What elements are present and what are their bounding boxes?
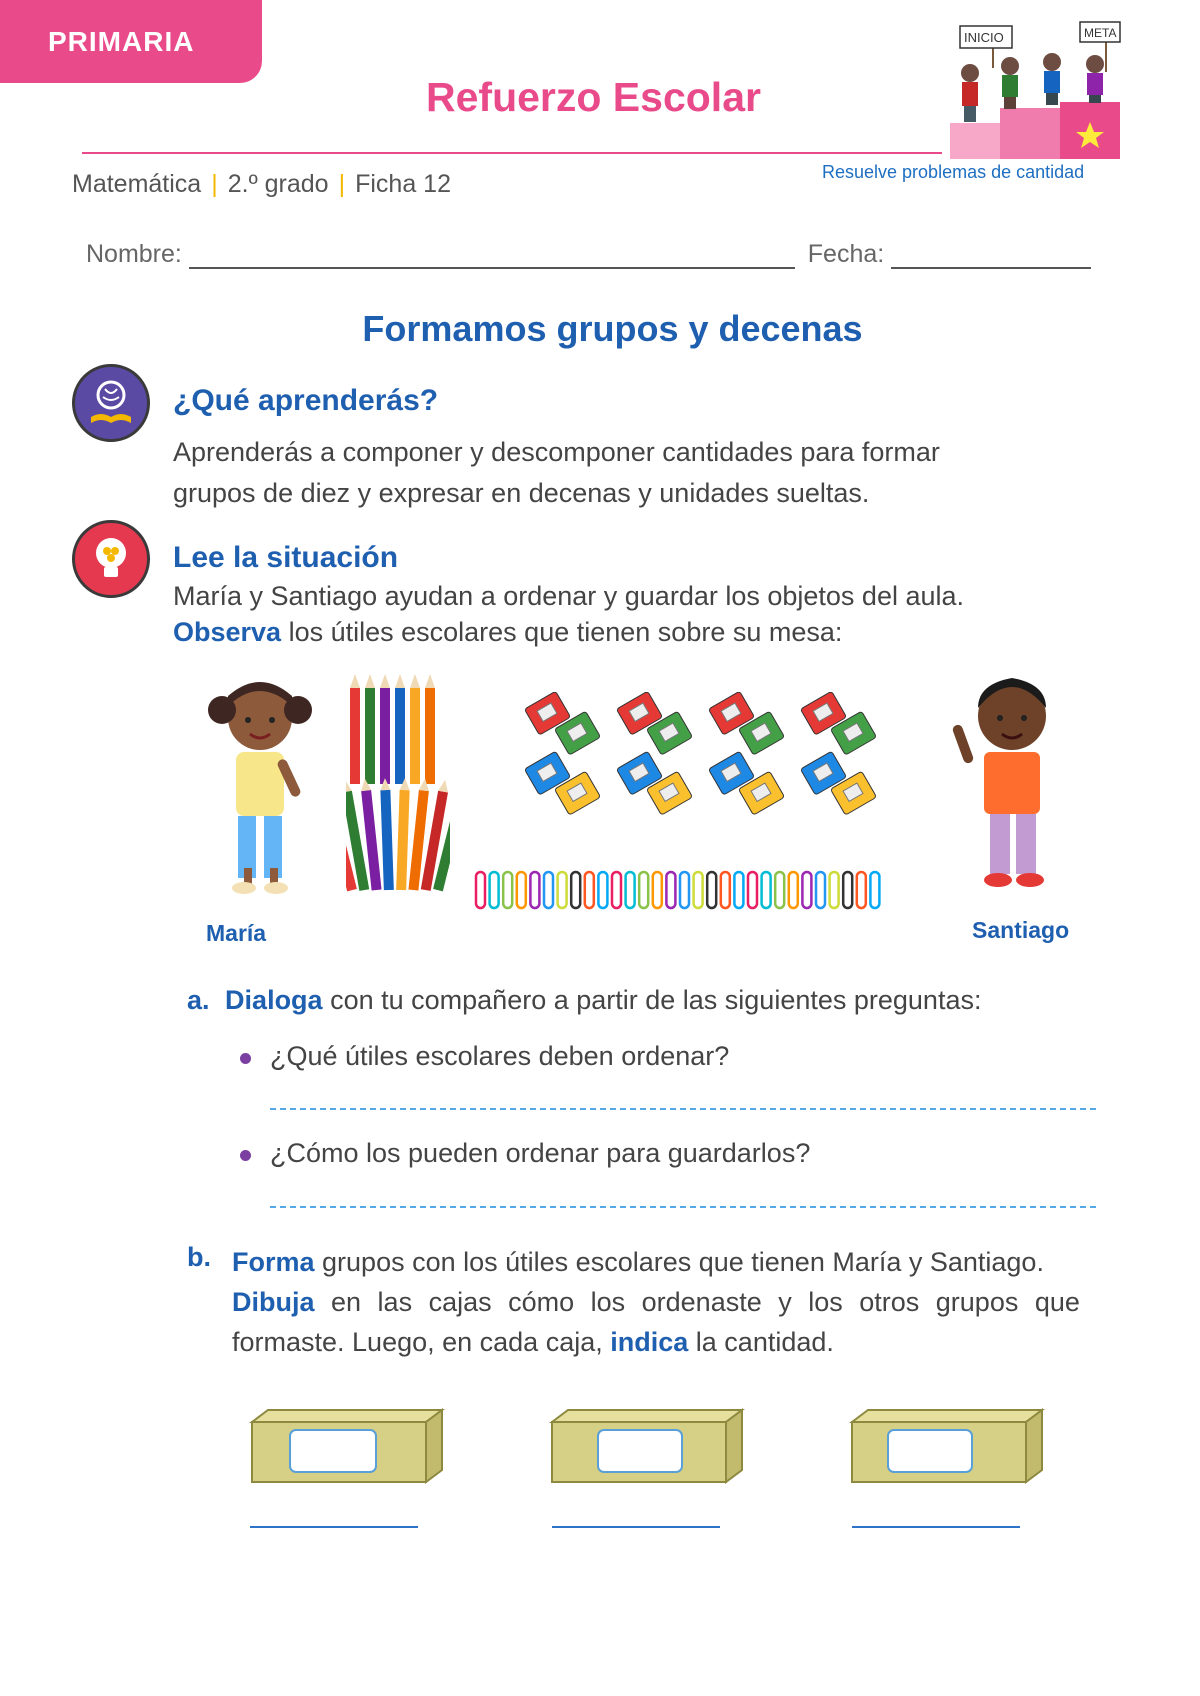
learn-text-line-1: Aprenderás a componer y descomponer cantidades para formar <box>173 437 940 467</box>
activity-b-line-3 <box>232 1322 1136 1362</box>
lightbulb-icon <box>72 520 150 598</box>
pencil <box>396 778 410 890</box>
maria-label: María <box>206 920 267 946</box>
santiago-illustration <box>950 664 1080 900</box>
maria-illustration <box>200 668 320 900</box>
header-illustration <box>940 18 1125 160</box>
answer-line-2[interactable] <box>270 1206 1096 1208</box>
situation-text-line-1: María y Santiago ayudan a ordenar y guardar los objetos del aula. <box>173 581 965 611</box>
activity-b-text-3: formaste. Luego, en cada caja, <box>232 1327 611 1357</box>
drawing-box-1[interactable] <box>248 1406 446 1488</box>
pencil <box>380 674 390 784</box>
paper-clip <box>612 872 621 908</box>
draw-keyword: Dibuja <box>232 1287 315 1317</box>
paper-clip <box>775 872 784 908</box>
pencil <box>410 674 420 784</box>
activity-a <box>187 980 981 1021</box>
competency-label: Resuelve problemas de cantidad <box>822 162 1085 182</box>
activity-b-letter: b. <box>187 1242 211 1272</box>
answer-line-1[interactable] <box>270 1108 1096 1110</box>
learn-heading: ¿Qué aprenderás? <box>173 384 439 417</box>
colored-pencils <box>346 674 450 900</box>
paper-clip <box>476 872 485 908</box>
name-label: Nombre: <box>86 240 182 268</box>
form-keyword: Forma <box>232 1247 315 1277</box>
question-2: ¿Cómo los pueden ordenar para guardarlos? <box>270 1138 811 1168</box>
paper-clip <box>762 872 771 908</box>
paper-clip <box>517 872 526 908</box>
paper-clip <box>558 872 567 908</box>
name-date-row <box>86 240 1091 269</box>
paper-clip <box>530 872 539 908</box>
subject: Matemática <box>72 170 202 198</box>
pencil <box>365 674 375 784</box>
pencil <box>425 674 435 784</box>
paper-clip <box>816 872 825 908</box>
paper-clip <box>802 872 811 908</box>
paper-clip <box>666 872 675 908</box>
sheet-meta: Matemática | 2.º grado | Ficha 12 <box>72 170 451 198</box>
paper-clip <box>707 872 716 908</box>
santiago-label: Santiago <box>972 917 1070 943</box>
page-header-title: Refuerzo Escolar <box>426 74 761 120</box>
activity-b-text-4: la cantidad. <box>688 1327 834 1357</box>
pencil <box>380 778 394 890</box>
main-title: Formamos grupos y decenas <box>362 308 863 349</box>
paper-clip <box>503 872 512 908</box>
box-quantity-line-3[interactable] <box>852 1526 1020 1528</box>
paper-clip <box>544 872 553 908</box>
paper-clips-illustration <box>470 868 890 914</box>
paper-clip <box>870 872 879 908</box>
paper-clip <box>571 872 580 908</box>
question-1: ¿Qué útiles escolares deben ordenar? <box>270 1041 730 1071</box>
name-field[interactable] <box>189 243 795 269</box>
date-label: Fecha: <box>807 240 885 268</box>
sign-inicio: INICIO <box>964 30 1004 45</box>
paper-clip <box>626 872 635 908</box>
paper-clip <box>748 872 757 908</box>
paper-clip <box>789 872 798 908</box>
paper-clip <box>830 872 839 908</box>
brain-book-icon <box>72 364 150 442</box>
activity-a-letter: a. <box>187 985 210 1015</box>
sharpeners-illustration <box>520 692 896 852</box>
drawing-box-3[interactable] <box>848 1406 1046 1488</box>
bullet-dot <box>240 1150 251 1161</box>
drawing-box-2[interactable] <box>548 1406 746 1488</box>
situation-text <box>173 578 964 650</box>
sign-meta: META <box>1084 26 1117 40</box>
situation-text-line-2 <box>173 614 964 650</box>
date-field[interactable] <box>891 243 1091 269</box>
learn-text <box>173 432 940 514</box>
learn-text-line-2: grupos de diez y expresar en decenas y unidades sueltas. <box>173 478 870 508</box>
header-divider <box>82 152 942 154</box>
activity-b-line-2 <box>232 1282 1136 1322</box>
activity-b-line-1 <box>232 1242 1136 1282</box>
grade: 2.º grado <box>227 170 329 198</box>
box-quantity-line-1[interactable] <box>250 1526 418 1528</box>
activity-b <box>232 1242 1136 1362</box>
observe-keyword: Observa <box>173 617 282 647</box>
paper-clip <box>680 872 689 908</box>
primaria-badge <box>0 0 262 83</box>
paper-clip <box>653 872 662 908</box>
primaria-badge-label: PRIMARIA <box>48 26 195 57</box>
paper-clip <box>490 872 499 908</box>
pencil <box>350 674 360 784</box>
activity-b-text-1: grupos con los útiles escolares que tienen María y Santiago. <box>314 1247 1044 1277</box>
paper-clip <box>585 872 594 908</box>
paper-clip <box>734 872 743 908</box>
sheet-number: Ficha 12 <box>355 170 451 198</box>
activity-b-text-2: en las cajas cómo los ordenaste y los otros grupos que <box>314 1287 1080 1317</box>
situation-heading: Lee la situación <box>173 541 399 574</box>
paper-clip <box>721 872 730 908</box>
paper-clip <box>857 872 866 908</box>
observe-rest: los útiles escolares que tienen sobre su mesa: <box>281 617 843 647</box>
pencil <box>395 674 405 784</box>
paper-clip <box>598 872 607 908</box>
activity-a-text: con tu compañero a partir de las siguientes preguntas: <box>322 985 982 1015</box>
activity-a-keyword: Dialoga <box>225 985 323 1015</box>
bullet-dot <box>240 1053 251 1064</box>
indicate-keyword: indica <box>610 1327 689 1357</box>
box-quantity-line-2[interactable] <box>552 1526 720 1528</box>
paper-clip <box>694 872 703 908</box>
paper-clip <box>639 872 648 908</box>
paper-clip <box>843 872 852 908</box>
